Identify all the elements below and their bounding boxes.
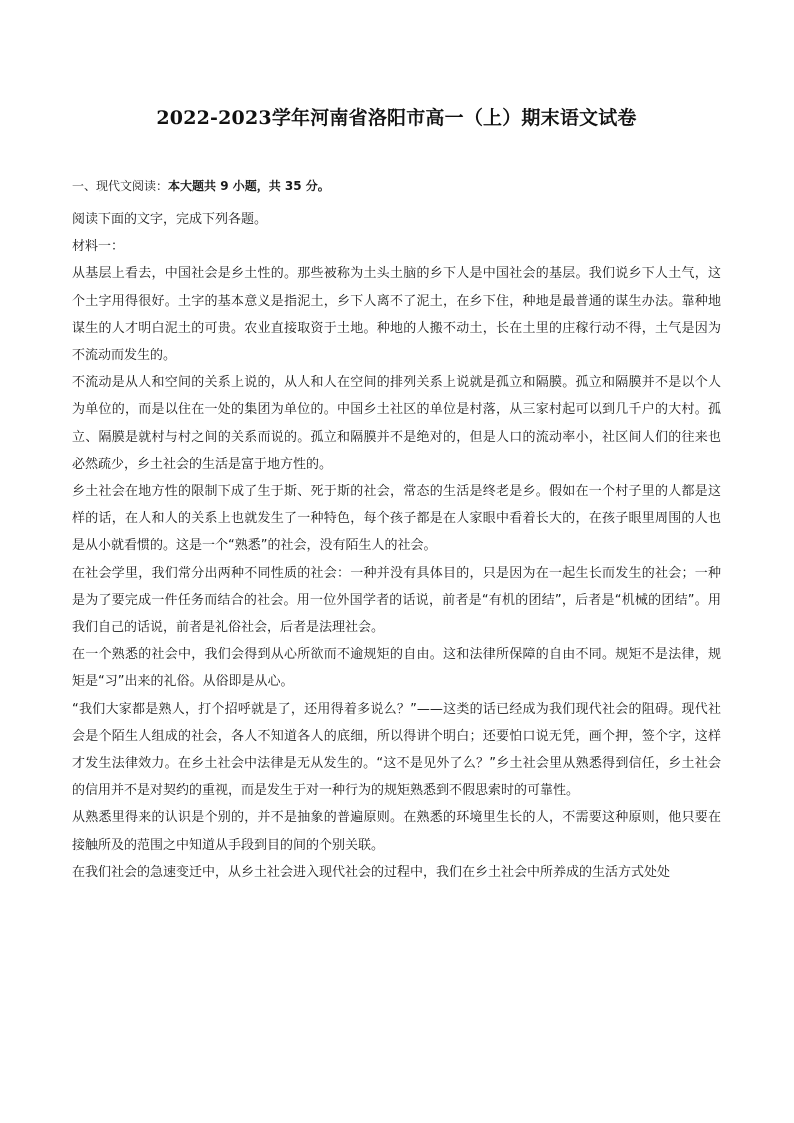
paragraph: 在我们社会的急速变迁中，从乡土社会进入现代社会的过程中，我们在乡土社会中所养成的生活方式处处 bbox=[72, 864, 671, 880]
paragraph: 不流动是从人和空间的关系上说的，从人和人在空间的排列关系上说就是孤立和隔膜。孤立和隔膜并不是以个人为单位的，而是以住在一处的集团为单位的。中国乡土社区的单位是村落，从三家村起可以到几千户的大村。孤立、隔膜是就村与村之间的关系而说的。孤立和隔膜并不是绝对的，但是人口的流动率小，社区间人们的往来也必然疏少，乡土社会的生活是富于地方性的。 bbox=[72, 375, 721, 472]
paragraph: 在一个熟悉的社会中，我们会得到从心所欲而不逾规矩的自由。这和法律所保障的自由不同。规矩不是法律，规矩是“习”出来的礼俗。从俗即是从心。 bbox=[72, 647, 721, 690]
section-info: 本大题共 9 小题，共 35 分。 bbox=[168, 179, 330, 193]
material-label: 材料一： bbox=[72, 239, 125, 255]
paragraph: “我们大家都是熟人，打个招呼就是了，还用得着多说么？”——这类的话已经成为我们现代社会的阻碍。现代社会是个陌生人组成的社会，各人不知道各人的底细，所以得讲个明白；还要怕口说无凭，画个押，签个字，这样才发生法律效力。在乡土社会中法律是无从发生的。“这不是见外了么？”乡土社会里从熟悉得到信任，乡土社会的信用并不是对契约的重视，而是发生于对一种行为的规矩熟悉到不假思索时的可靠性。 bbox=[72, 701, 721, 799]
section-heading bbox=[72, 178, 721, 194]
instruction-text: 阅读下面的文字，完成下列各题。 bbox=[72, 212, 268, 227]
paragraph: 乡土社会在地方性的限制下成了生于斯、死于斯的社会，常态的生活是终老是乡。假如在一个村子里的人都是这样的话，在人和人的关系上也就发生了一种特色，每个孩子都是在人家眼中看着长大的，在孩子眼里周围的人也是从小就看惯的。这是一个“熟悉”的社会，没有陌生人的社会。 bbox=[72, 484, 721, 554]
paragraph: 从基层上看去，中国社会是乡土性的。那些被称为土头土脑的乡下人是中国社会的基层。我们说乡下人土气，这个土字用得很好。土字的基本意义是指泥土，乡下人离不了泥土，在乡下住，种地是最普通的谋生办法。靠种地谋生的人才明白泥土的可贵。农业直接取资于土地。种地的人搬不动土，长在土里的庄稼行动不得，土气是因为不流动而发生的。 bbox=[72, 266, 721, 364]
paragraph: 从熟悉里得来的认识是个别的，并不是抽象的普遍原则。在熟悉的环境里生长的人，不需要这种原则，他只要在接触所及的范围之中知道从手段到目的间的个别关联。 bbox=[72, 810, 721, 853]
paragraph: 在社会学里，我们常分出两种不同性质的社会：一种并没有具体目的，只是因为在一起生长而发生的社会；一种是为了要完成一件任务而结合的社会。用一位外国学者的话说，前者是“有机的团结”，后者是“机械的团结”。用我们自己的话说，前者是礼俗社会，后者是法理社会。 bbox=[72, 565, 721, 636]
reading-passage bbox=[72, 206, 721, 886]
exam-title: 2022-2023学年河南省洛阳市高一（上）期末语文试卷 bbox=[156, 107, 637, 129]
section-prefix: 一、现代文阅读： bbox=[72, 179, 169, 193]
